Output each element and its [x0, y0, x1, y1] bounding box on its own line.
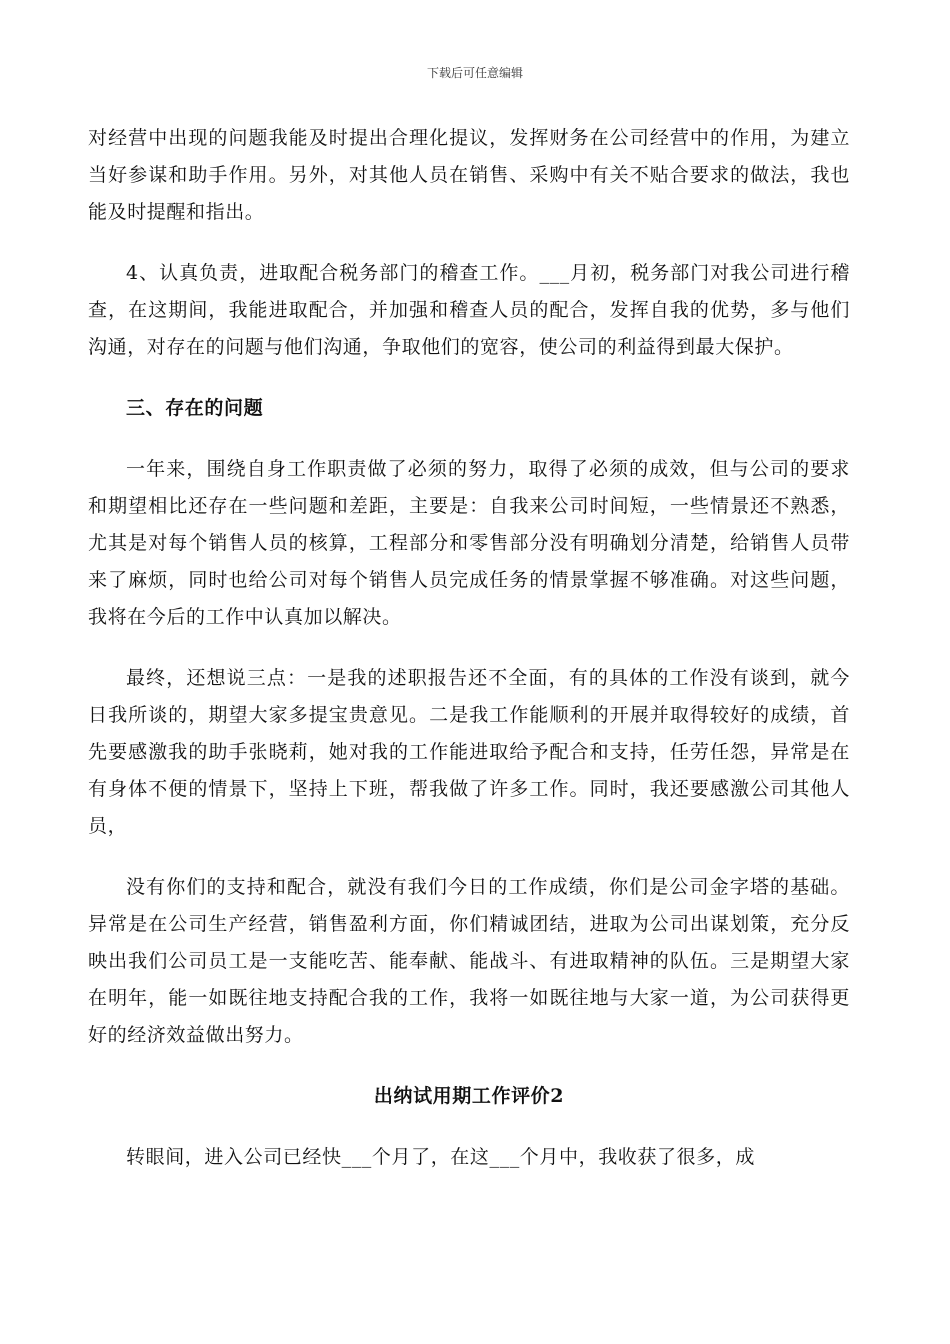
- paragraph-3: 一年来，围绕自身工作职责做了必须的努力，取得了必须的成效，但与公司的要求和期望相比还存在一些问题和差距，主要是：自我来公司时间短，一些情景还不熟悉，尤其是对每个销售人员的核算，工程部分和零售部分没有明确划分清楚，给销售人员带来了麻烦，同时也给公司对每个销售人员完成任务的情景掌握不够准确。对这些问题，我将在今后的工作中认真加以解决。: [88, 458, 850, 628]
- page-header: 下载后可任意编辑: [426, 66, 523, 80]
- document-body: [88, 120, 850, 1176]
- paragraph-4: 最终，还想说三点：一是我的述职报告还不全面，有的具体的工作没有谈到，就今日我所谈的，期望大家多提宝贵意见。二是我工作能顺利的开展并取得较好的成绩，首先要感激我的助手张晓莉，她对我的工作能进取给予配合和支持，任劳任怨，异常是在有身体不便的情景下，坚持上下班，帮我做了许多工作。同时，我还要感激公司其他人员，: [88, 667, 850, 837]
- document-title-2: 出纳试用期工作评价2: [373, 1085, 565, 1107]
- paragraph-2: 4、认真负责，进取配合税务部门的稽查工作。___月初，税务部门对我公司进行稽查，在这期间，我能进取配合，并加强和稽查人员的配合，发挥自我的优势，多与他们沟通，对存在的问题与他们沟通，争取他们的宽容，使公司的利益得到最大保护。: [88, 262, 850, 358]
- section-heading-3: 三、存在的问题: [126, 397, 264, 419]
- paragraph-6: 转眼间，进入公司已经快___个月了，在这___个月中，我收获了很多，成: [126, 1146, 756, 1168]
- paragraph-5: 没有你们的支持和配合，就没有我们今日的工作成绩，你们是公司金字塔的基础。异常是在公司生产经营，销售盈利方面，你们精诚团结，进取为公司出谋划策，充分反映出我们公司员工是一支能吃苦、能奉献、能战斗、有进取精神的队伍。三是期望大家在明年，能一如既往地支持配合我的工作，我将一如既往地与大家一道，为公司获得更好的经济效益做出努力。: [88, 876, 850, 1046]
- paragraph-1: 对经营中出现的问题我能及时提出合理化提议，发挥财务在公司经营中的作用，为建立当好参谋和助手作用。另外，对其他人员在销售、采购中有关不贴合要求的做法，我也能及时提醒和指出。: [88, 127, 850, 223]
